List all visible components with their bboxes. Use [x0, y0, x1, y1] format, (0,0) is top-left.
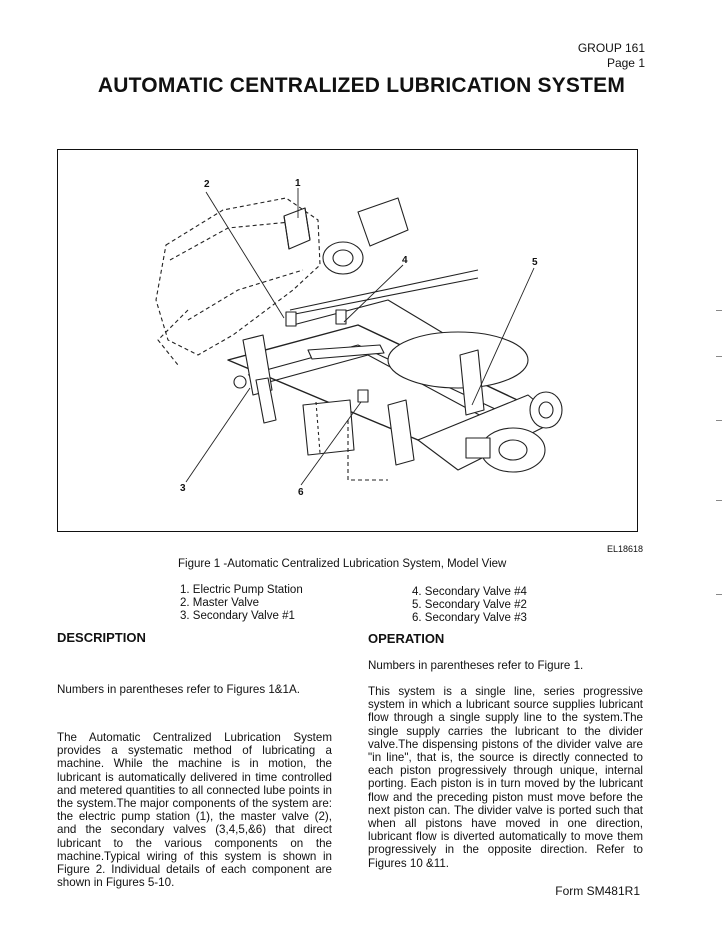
- description-body: The Automatic Centralized Lubrication System provides a systematic method of lubricating a machine. While the machine is in motion, the lubricant is automatically delivered in time controlled and metered quantities to all connected lube points in the system.The major components of the system are: the electric pump station (1), the master valve (2), and the secondary valves (3,4,5,&6) that direct lubricant to the various components on the machine.Typical wiring of this system is shown in Figure 2. Individual details of each component are shown in Figures 5-10.: [57, 731, 332, 890]
- page-number: Page 1: [606, 56, 645, 70]
- callout-1: 1: [295, 178, 301, 189]
- legend-item: 3. Secondary Valve #1: [180, 610, 295, 622]
- truck-chassis-drawing: [58, 150, 638, 532]
- callout-5: 5: [532, 257, 538, 268]
- description-heading: DESCRIPTION: [57, 630, 146, 645]
- legend-item: 4. Secondary Valve #4: [412, 586, 527, 598]
- scan-edge-mark: [716, 500, 722, 501]
- figure-id-code: EL18618: [606, 544, 643, 554]
- callout-3: 3: [180, 483, 186, 494]
- legend-item: 6. Secondary Valve #3: [412, 612, 527, 624]
- scan-edge-mark: [716, 420, 722, 421]
- callout-6: 6: [298, 487, 304, 498]
- figure-1-illustration: [57, 149, 638, 532]
- description-reference: Numbers in parentheses refer to Figures 1&1A.: [57, 683, 300, 696]
- page-title: AUTOMATIC CENTRALIZED LUBRICATION SYSTEM: [97, 74, 626, 97]
- operation-reference: Numbers in parentheses refer to Figure 1.: [368, 659, 584, 672]
- group-number: GROUP 161: [577, 41, 645, 55]
- scan-edge-mark: [716, 356, 722, 357]
- figure-caption: Figure 1 -Automatic Centralized Lubrication System, Model View: [178, 558, 507, 570]
- operation-heading: OPERATION: [368, 631, 445, 646]
- figure-legend-left: [180, 584, 303, 623]
- scan-edge-mark: [716, 310, 722, 311]
- legend-item: 5. Secondary Valve #2: [412, 599, 527, 611]
- callout-2: 2: [204, 179, 210, 190]
- scan-edge-mark: [716, 594, 722, 595]
- callout-4: 4: [402, 255, 408, 266]
- legend-item: 1. Electric Pump Station: [180, 584, 303, 596]
- operation-body: This system is a single line, series progressive system in which a lubricant source supplies lubricant flow through a single supply line to the system.The single supply carries the lubricant to the divider valve.The dispensing pistons of the divider valve are "in line", that is, the source is directly connected to each piston progressively through unique, internal porting. Each piston is in turn moved by the lubricant flow and the preceding piston must move before the next piston can. The divider valve is ported such that when all pistons have moved in one direction, lubricant flow is diverted automatically to move them progressively in the opposite direction. Refer to Figures 10 &11.: [368, 685, 643, 870]
- figure-legend-right: [412, 586, 527, 625]
- legend-item: 2. Master Valve: [180, 597, 260, 609]
- group-header: [578, 41, 645, 71]
- form-number: Form SM481R1: [555, 884, 640, 898]
